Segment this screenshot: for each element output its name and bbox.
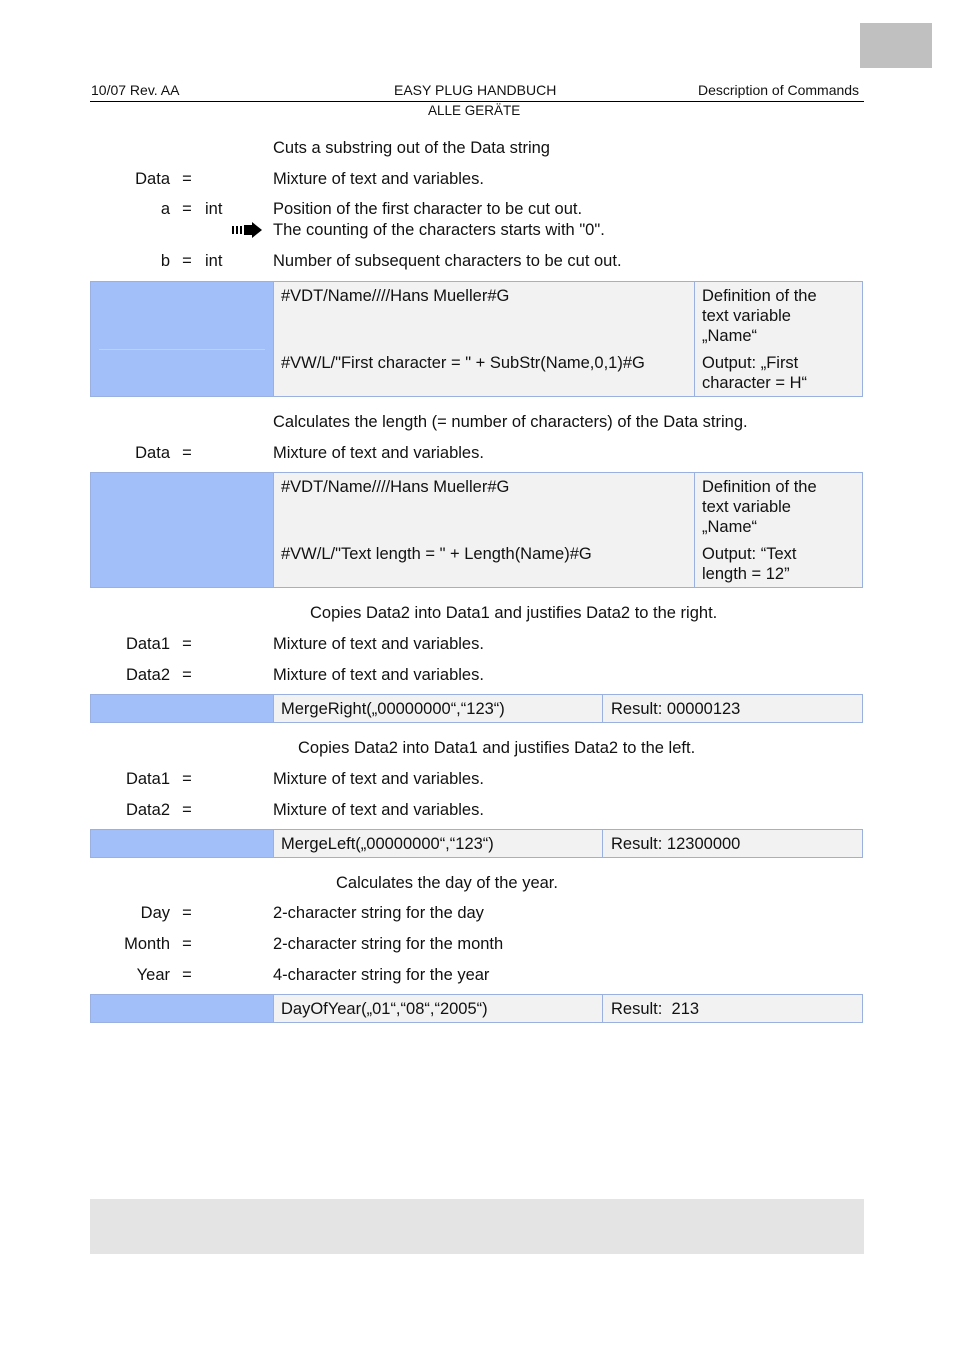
param-type: int [205, 200, 223, 218]
header-subtitle: ALLE GERÄTE [428, 103, 521, 118]
column-divider [602, 695, 603, 722]
param-description: Mixture of text and variables. [273, 170, 484, 188]
param-name: Data1 [125, 770, 170, 788]
param-equals: = [182, 904, 192, 922]
column-divider [273, 473, 274, 587]
param-name: a [160, 200, 170, 218]
column-divider [273, 995, 274, 1022]
example-label-cell [91, 282, 273, 396]
param-equals: = [182, 666, 192, 684]
param-type: int [205, 252, 223, 270]
example-code: MergeLeft(„00000000“,“123“) [281, 835, 494, 853]
header-title: EASY PLUG HANDBUCH [394, 82, 557, 98]
param-name: Data1 [125, 635, 170, 653]
param-equals: = [182, 170, 192, 188]
param-equals: = [182, 935, 192, 953]
mergeleft-example-table [90, 829, 863, 858]
footer-bar [90, 1199, 864, 1254]
substr-example-table [90, 281, 863, 397]
param-equals: = [182, 252, 192, 270]
header-revision: 10/07 Rev. AA [91, 82, 180, 98]
example-code: DayOfYear(„01“,“08“,“2005“) [281, 1000, 488, 1018]
header-rule [90, 101, 864, 102]
example-code: #VDT/Name////Hans Mueller#G [281, 287, 510, 305]
example-comment: Definition of the text variable „Name“ [702, 478, 817, 536]
column-divider [273, 695, 274, 722]
mergeright-description: Copies Data2 into Data1 and justifies Data2 to the right. [310, 604, 718, 622]
length-example-table [90, 472, 863, 588]
param-description: Position of the first character to be cut out. [273, 200, 583, 218]
example-label-cell [91, 695, 273, 722]
page-corner-tab [860, 23, 932, 68]
param-description: 2-character string for the day [273, 904, 484, 922]
column-divider [273, 830, 274, 857]
column-divider [694, 282, 695, 396]
param-name: Data2 [125, 801, 170, 819]
length-description: Calculates the length (= number of characters) of the Data string. [273, 413, 748, 431]
param-equals: = [182, 801, 192, 819]
column-divider [602, 830, 603, 857]
label-cell-divider [99, 349, 265, 350]
param-name: Month [124, 935, 170, 953]
param-name: b [160, 252, 170, 270]
param-name: Data2 [125, 666, 170, 684]
param-description: Number of subsequent characters to be cut out. [273, 252, 622, 270]
mergeleft-description: Copies Data2 into Data1 and justifies Data2 to the left. [298, 739, 696, 757]
example-code: MergeRight(„00000000“,“123“) [281, 700, 505, 718]
substr-description: Cuts a substring out of the Data string [273, 139, 550, 157]
param-name: Year [136, 966, 170, 984]
hand-pointing-right-icon [231, 221, 263, 239]
example-result: Result: 213 [611, 1000, 700, 1018]
mergeright-example-table [90, 694, 863, 723]
param-equals: = [182, 770, 192, 788]
header-section: Description of Commands [698, 82, 860, 98]
example-code: #VW/L/"First character = " + SubStr(Name,0,1)#G [281, 354, 645, 372]
param-name: Day [140, 904, 170, 922]
param-description: Mixture of text and variables. [273, 444, 484, 462]
dayofyear-description: Calculates the day of the year. [336, 874, 558, 892]
example-result: Result: 00000123 [611, 700, 741, 718]
param-description: Mixture of text and variables. [273, 635, 484, 653]
param-description: 4-character string for the year [273, 966, 490, 984]
column-divider [694, 473, 695, 587]
example-label-cell [91, 830, 273, 857]
param-equals: = [182, 200, 192, 218]
example-code: #VDT/Name////Hans Mueller#G [281, 478, 510, 496]
example-label-cell [91, 995, 273, 1022]
example-comment: Definition of the text variable „Name“ [702, 287, 817, 345]
param-name: Data [135, 444, 170, 462]
dayofyear-example-table [90, 994, 863, 1023]
param-description: Mixture of text and variables. [273, 666, 484, 684]
substr-note: The counting of the characters starts with "0". [273, 221, 605, 239]
param-equals: = [182, 444, 192, 462]
param-description: Mixture of text and variables. [273, 801, 484, 819]
example-output: Output: „First character = H“ [702, 354, 807, 392]
example-output: Output: “Text length = 12” [702, 545, 797, 583]
param-description: Mixture of text and variables. [273, 770, 484, 788]
example-code: #VW/L/"Text length = " + Length(Name)#G [281, 545, 592, 563]
example-result: Result: 12300000 [611, 835, 741, 853]
param-equals: = [182, 635, 192, 653]
example-label-cell [91, 473, 273, 587]
column-divider [273, 282, 274, 396]
param-name: Data [135, 170, 170, 188]
column-divider [602, 995, 603, 1022]
param-description: 2-character string for the month [273, 935, 504, 953]
param-equals: = [182, 966, 192, 984]
